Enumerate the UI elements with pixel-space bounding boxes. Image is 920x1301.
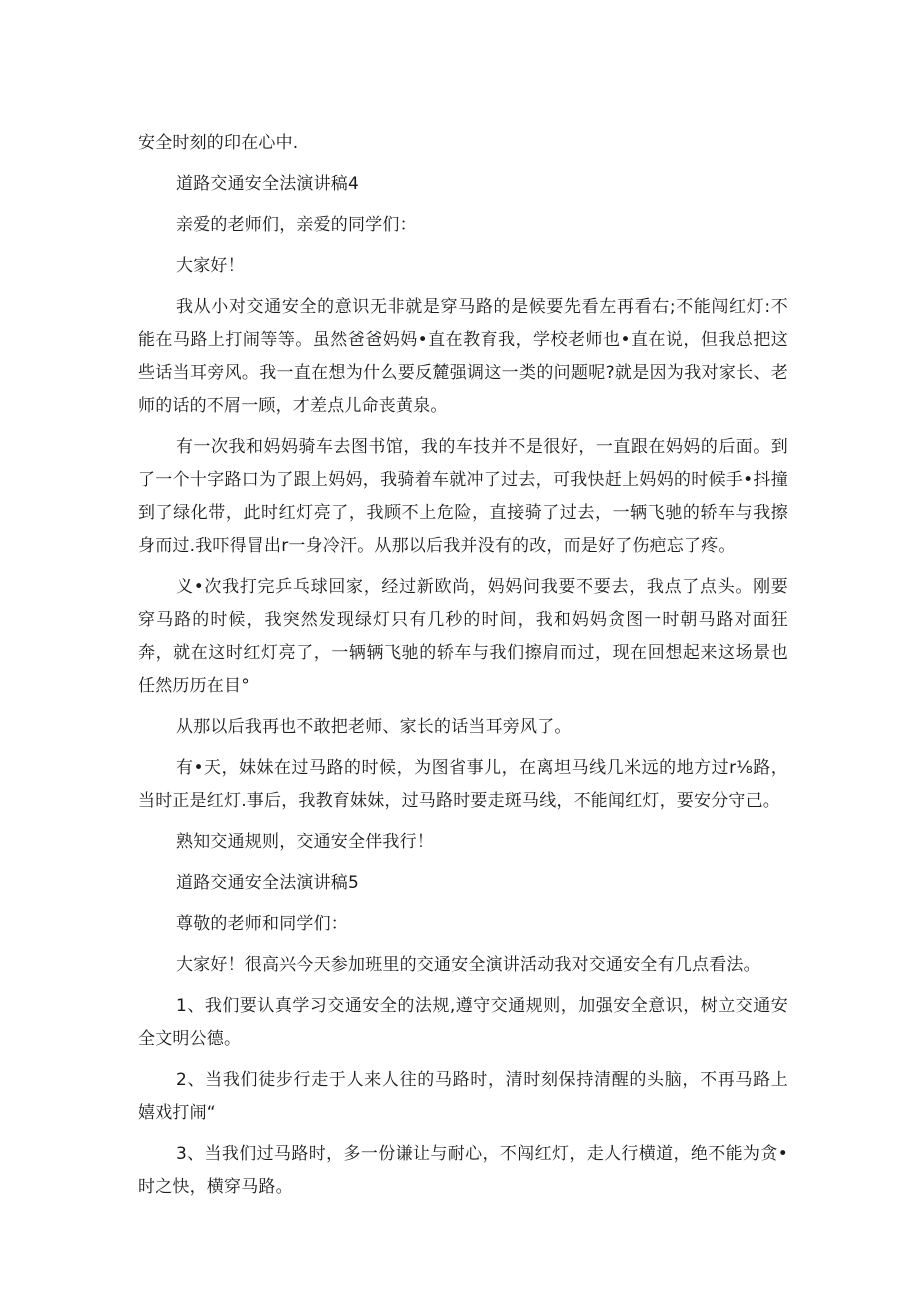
salutation-5: 尊敬的老师和同学们： bbox=[176, 914, 348, 934]
point-3: 3、当我们过马路时，多一份谦让与耐心，不闯红灯，走人行横道，绝不能为贪•时之快，横穿马路。 bbox=[138, 1144, 788, 1197]
section-title-4: 道路交通安全法演讲稿4 bbox=[176, 174, 360, 194]
paragraph-9: 有•天，妹妹在过马路的时候，为图省事儿，在离坦马线几米远的地方过r⅛路，当时正是红灯.事后，我教育妹妹，过马路时要走斑马线，不能闻红灯，要安分守己。 bbox=[138, 758, 788, 811]
document-body bbox=[138, 127, 788, 1212]
point-2: 2、当我们徒步行走于人来人往的马路时，清时刻保持清醒的头脑，不再马路上嬉戏打闹“ bbox=[138, 1070, 788, 1123]
paragraph-8: 从那以后我再也不敢把老师、家长的话当耳旁风了。 bbox=[176, 717, 572, 737]
section-title-5: 道路交通安全法演讲稿5 bbox=[176, 873, 360, 893]
greeting-4: 大家好！ bbox=[176, 256, 245, 276]
point-1: 1、我们要认真学习交通安全的法规,遵守交通规则，加强安全意识，树立交通安全文明公德。 bbox=[138, 996, 788, 1049]
paragraph-5: 我从小对交通安全的意识无非就是穿马路的是候要先看左再看右;不能闯红灯:不能在马路上打闹等等。虽然爸爸妈妈•直在教育我，学校老师也•直在说，但我总把这些话当耳旁风。我一直在想为什么要反麓强调这一类的问题呢?就是因为我对家长、老师的话的不屑一顾，才差点儿命丧黄泉。 bbox=[138, 297, 788, 416]
greeting-5: 大家好！很高兴今天参加班里的交通安全演讲活动我对交通安全有几点看法。 bbox=[176, 955, 761, 975]
closing-line-4: 熟知交通规则，交通安全伴我行！ bbox=[176, 832, 434, 852]
paragraph-6: 有一次我和妈妈骑车去图书馆，我的车技并不是很好，一直跟在妈妈的后面。到了一个十字路口为了跟上妈妈，我骑着车就冲了过去，可我快赶上妈妈的时候手•抖撞到了绿化带，此时红灯亮了，我顾不上危险，直接骑了过去，一辆飞驰的轿车与我擦身而过.我吓得冒出r一身冷汗。从那以后我并没有的改，而是好了伤疤忘了疼。 bbox=[138, 437, 788, 556]
paragraph-1: 安全时刻的印在心中. bbox=[138, 133, 299, 153]
salutation-4: 亲爱的老师们，亲爱的同学们： bbox=[176, 215, 417, 235]
paragraph-7: 义•次我打完乒乓球回家，经过新欧尚，妈妈问我要不要去，我点了点头。刚要穿马路的时候，我突然发现绿灯只有几秒的时间，我和妈妈贪图一时朝马路对面狂奔，就在这时红灯亮了，一辆辆飞驰的轿车与我们擦肩而过，现在回想起来这场景也任然历历在目° bbox=[138, 577, 788, 696]
